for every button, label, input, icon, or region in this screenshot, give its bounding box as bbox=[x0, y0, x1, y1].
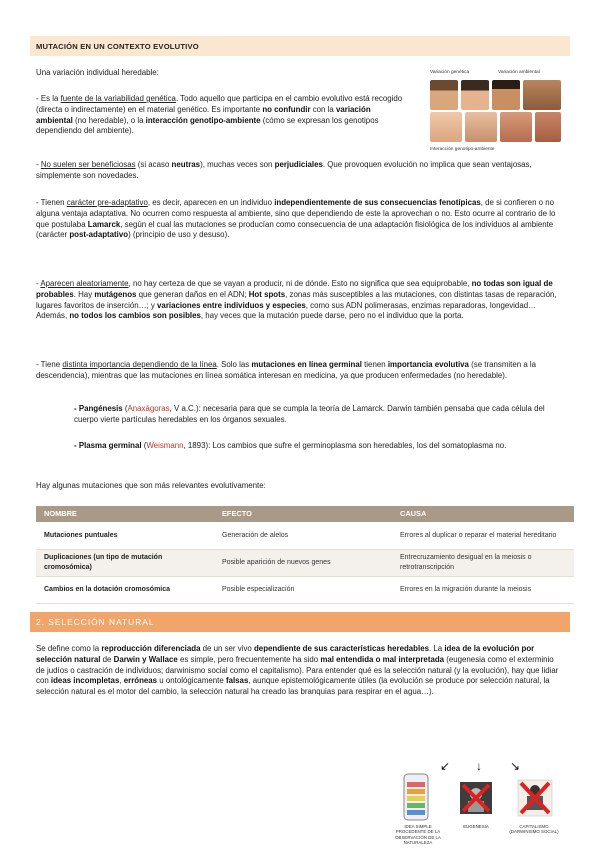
paragraph-seleccion-natural: Se define como la reproducción diferenciada de un ser vivo dependiente de sus características heredables. La idea de la evolución por selección natural de Darwin y Wallace es simple, pero frecuentemente ha sido mal entendida o mal interpretada (eugenesia como el exterminio de judíos o castración de individuos; darwinismo social como el capitalismo). Para entender qué es la selección natural (y la evolución), hay que lidiar con ideas incompletas, erróneas u ontológicamente falsas, aunque epistemológicamente útiles (la evolución se produce por selección natural, la selección natural es el motor del cambio, la selección natural ha creado las branquias para respirar en el agua…). bbox=[36, 644, 559, 696]
label-environmental-variation: Variación ambiental bbox=[498, 70, 540, 75]
eugenics-crossed-icon bbox=[458, 780, 494, 816]
paragraph-pangenesis: - Pangénesis (Anaxágoras, V a.C.): necesaria para que se cumpla la teoría de Lamarck. Darwin también pensaba que cada célula del cuerpo vierte partículas heredables en los órganos sexuales. bbox=[74, 404, 545, 424]
paragraph-variabilidad: - Es la fuente de la variabilidad genética. Todo aquello que participa en el cambio evolutivo está recogido (directa o indirectamente) en el material genético. Es importante no confundir con la variación ambiental (no heredable), o la interacción genotipo-ambiente (cómo se expresan los genotipos dependiendo del ambiente). bbox=[36, 94, 403, 136]
paragraph-preadaptativo: - Tienen carácter pre-adaptativo, es decir, aparecen en un individuo independientemente de sus consecuencias fenotípicas, de si confieren o no alguna ventaja adaptativa. No ocurren como respuesta al ambiente, sino que dependiendo de este la aprovechan o no. Esto ocurre al contrario de lo que postulaba Lamarck, según el cual las mutaciones se producían como consecuencia de una adaptación fisiológica de los individuos al ambiente (carácter post-adaptativo) (principio de uso y desuso). bbox=[36, 198, 556, 240]
section-title: 2. SELECCIÓN NATURAL bbox=[36, 617, 155, 627]
back-photo bbox=[500, 112, 532, 142]
mutations-table bbox=[36, 506, 574, 604]
column-header: EFECTO bbox=[214, 506, 392, 522]
label-interaction: Interacción genotipo-ambiente bbox=[430, 147, 495, 152]
variation-photos-figure bbox=[428, 68, 564, 160]
face-photo bbox=[430, 80, 458, 110]
table-row bbox=[36, 576, 574, 603]
caption-capitalism: CAPITALISMO (DARWINISMO SOCIAL) bbox=[509, 824, 559, 835]
label-genetic-variation: Variación genética bbox=[430, 70, 470, 75]
section-title: MUTACIÓN EN UN CONTEXTO EVOLUTIVO bbox=[36, 42, 199, 51]
section-header-mutacion bbox=[30, 36, 570, 56]
table-cell: Errores en la migración durante la meiosis bbox=[392, 576, 574, 603]
table-cell: Posible aparición de nuevos genes bbox=[214, 549, 392, 576]
table-header-row bbox=[36, 506, 574, 522]
evolution-jar-icon bbox=[398, 772, 434, 822]
arrow-down-icon: ↓ bbox=[476, 759, 482, 773]
caption-eugenics: EUGENESIA bbox=[463, 824, 489, 829]
paragraph-plasma-germinal: - Plasma germinal (Weismann, 1893): Los cambios que sufre el germinoplasma son heredables, los del somatoplasma no. bbox=[74, 441, 507, 450]
table-cell: Entrecruzamiento desigual en la meiosis o retrotranscripción bbox=[392, 549, 574, 576]
arrow-down-left-icon: ↙ bbox=[440, 759, 451, 773]
face-photo bbox=[461, 80, 489, 110]
table-cell: Posible especialización bbox=[214, 576, 392, 603]
table-cell: Errores al duplicar o reparar el material hereditario bbox=[392, 522, 574, 549]
paragraph-linea: - Tiene distinta importancia dependiendo de la línea. Solo las mutaciones en línea germinal tienen importancia evolutiva (se transmiten a la descendencia), mientras que las mutaciones en línea somática interesan en medicina, ya que producen enfermedades (no heredable). bbox=[36, 360, 537, 380]
table-cell: Mutaciones puntuales bbox=[36, 522, 214, 549]
back-photo bbox=[465, 112, 497, 142]
table-intro: Hay algunas mutaciones que son más relevantes evolutivamente: bbox=[36, 481, 266, 490]
capitalism-crossed-icon bbox=[516, 778, 554, 818]
face-photo bbox=[492, 80, 520, 110]
caption-simple-idea: IDEA SIMPLE PROCEDENTE DE LA OBSERVACIÓN DE LA NATURALEZA bbox=[395, 824, 441, 845]
table-cell: Cambios en la dotación cromosómica bbox=[36, 576, 214, 603]
column-header: CAUSA bbox=[392, 506, 574, 522]
intro-line: Una variación individual heredable: bbox=[36, 68, 159, 77]
table-row bbox=[36, 549, 574, 576]
table-cell: Generación de alelos bbox=[214, 522, 392, 549]
table-cell: Duplicaciones (un tipo de mutación cromosómica) bbox=[36, 549, 214, 576]
back-photo bbox=[535, 112, 561, 142]
arrow-down-right-icon: ↘ bbox=[510, 759, 521, 773]
table-row bbox=[36, 522, 574, 549]
section-header-seleccion bbox=[30, 612, 570, 632]
paragraph-aleatoriamente: - Aparecen aleatoriamente, no hay certeza de que se vayan a producir, ni de dónde. Esto no significa que sea equiprobable, no todas son igual de probables. Hay mutágenos que generan daños en el ADN; Hot spots, zonas más susceptibles a las mutaciones, con distintas tasas de reparación, lugares favoritos de inserción…; y variaciones entre individuos y especies, como sus ADN polimerasas, enzimas reparadoras, longevidad… Además, no todos los cambios son posibles, hay veces que la mutación puede darse, pero no el individuo que la porta. bbox=[36, 279, 557, 321]
paragraph-beneficiosas: - No suelen ser beneficiosas (si acaso neutras), muchas veces son perjudiciales. Que provoquen evolución no implica que sean ventajosas, simplemente son novedades. bbox=[36, 160, 532, 180]
tanned-skin-photo bbox=[523, 80, 561, 110]
back-photo bbox=[430, 112, 462, 142]
column-header: NOMBRE bbox=[36, 506, 214, 522]
natural-selection-misuse-figure bbox=[390, 760, 562, 844]
